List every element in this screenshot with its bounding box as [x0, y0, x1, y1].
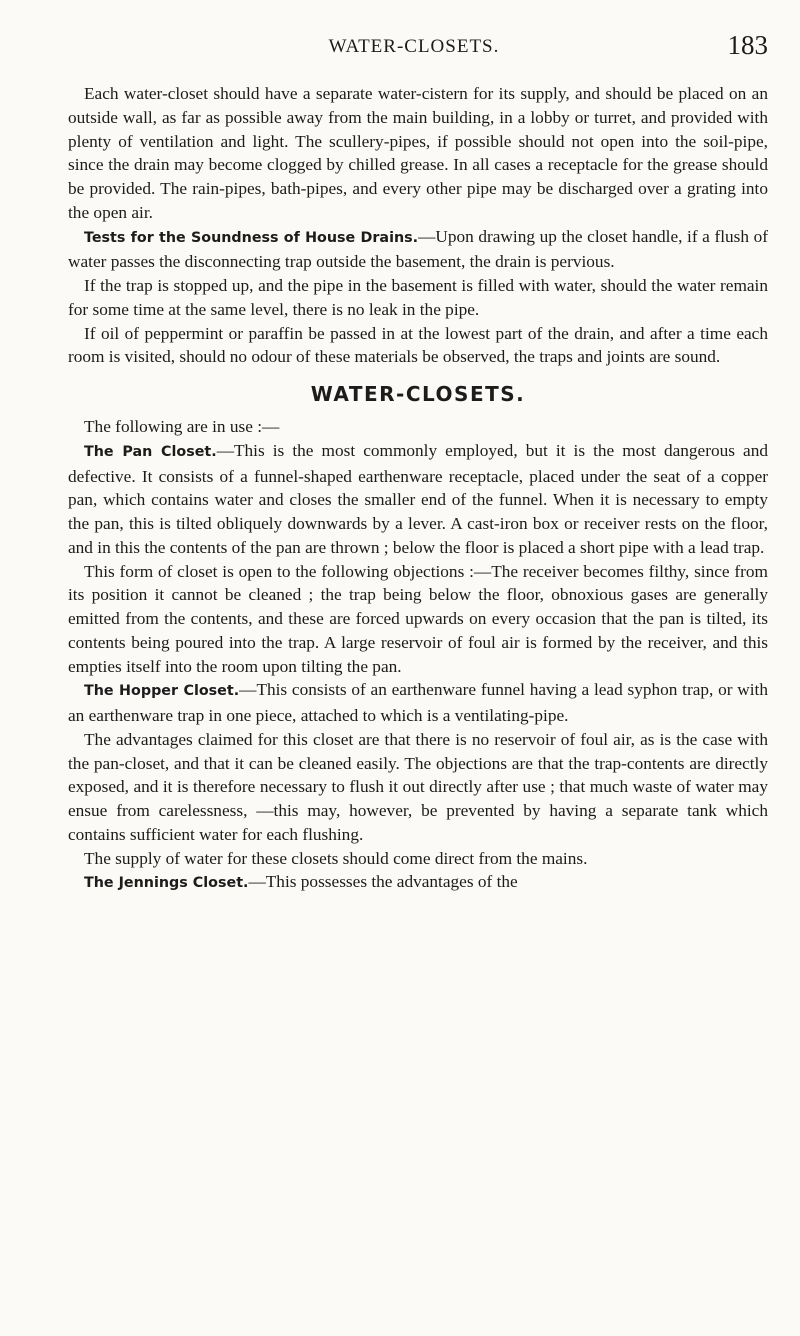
paragraph-ventilation: Each water-closet should have a separate water-cistern for its supply, and should be placed on an outside wall, as far as possible away from the main building, in a lobby or turret, and provided with plenty of ventilation and light. The scullery-pipes, if possible should not open into the soil-pipe, since the drain may become clogged by chilled grease. In all cases a receptacle for the grease should be provided. The rain-pipes, bath-pipes, and every other pipe may be discharged over a grating into the open air. — [68, 84, 768, 222]
paragraph-water-supply: The supply of water for these closets should come direct from the mains. — [84, 848, 588, 868]
runin-heading-hopper-closet: The Hopper Closet. — [84, 683, 240, 700]
body-text — [68, 82, 768, 896]
paragraph-pan-objections: This form of closet is open to the following objections :—The receiver becomes filthy, since from its position it cannot be cleaned ; the trap being below the floor, obnoxious gases are generally emitted from the contents, and these are forced upwards on every occasion that the pan is tilted, its contents being poured into the trap. A large reservoir of foul air is formed by the receiver, and this empties itself into the room upon tilting the pan. — [68, 561, 768, 676]
page-header — [60, 30, 768, 66]
paragraph-text: —Upon drawing up the closet handle, if a flush of water passes the disconnecting trap outside the basement, the drain is pervious. — [68, 226, 768, 272]
paragraph-hopper-advantages: The advantages claimed for this closet are that there is no reservoir of foul air, as is the case with the pan-closet, and that it can be cleaned easily. The objections are that the trap-contents are directly exposed, and it is therefore necessary to flush it out directly after use ; that much waste of water may ensue from carelessness, —this may, however, be prevented by having a separate tank which contains sufficient water for each flushing. — [68, 729, 768, 844]
runin-heading-jennings-closet: The Jennings Closet. — [84, 875, 249, 892]
page-number: 183 — [727, 30, 768, 60]
runin-heading-pan-closet: The Pan Closet. — [84, 443, 217, 460]
paragraph-text: —This consists of an earthenware funnel having a lead syphon trap, or with an earthenware trap in one piece, attached to which is a ventilating-pipe. — [68, 680, 768, 725]
paragraph-trap-test: If the trap is stopped up, and the pipe in the basement is filled with water, should the water remain for some time at the same level, there is no leak in the pipe. — [68, 276, 768, 319]
runin-heading-drain-tests: Tests for the Soundness of House Drains. — [84, 229, 419, 246]
paragraph-hopper-closet — [68, 678, 768, 728]
running-head: WATER-CLOSETS. — [328, 36, 500, 57]
paragraph-pan-closet — [68, 439, 768, 560]
paragraph-jennings-closet — [68, 870, 768, 896]
section-heading: WATER-CLOSETS. — [310, 382, 526, 406]
paragraph-drain-tests — [68, 225, 768, 275]
paragraph-text: —This possesses the advantages of the — [248, 872, 518, 892]
paragraph-text: —This is the most commonly employed, but it is the most dangerous and defective. It consists of a funnel-shaped earthenware receptacle, placed under the seat of a copper pan, which contains water and closes the smaller end of the funnel. When it is necessary to empty the pan, this is tilted obliquely downwards by a lever. A cast-iron box or receiver rests on the floor, and in this the contents of the pan are thrown ; below the floor is placed a short pipe with a lead trap. — [68, 440, 768, 557]
paragraph-peppermint-test: If oil of peppermint or paraffin be passed in at the lowest part of the drain, and after a time each room is visited, should no odour of these materials be observed, the traps and joints are sound. — [68, 323, 768, 367]
paragraph-intro: The following are in use :— — [84, 417, 280, 436]
